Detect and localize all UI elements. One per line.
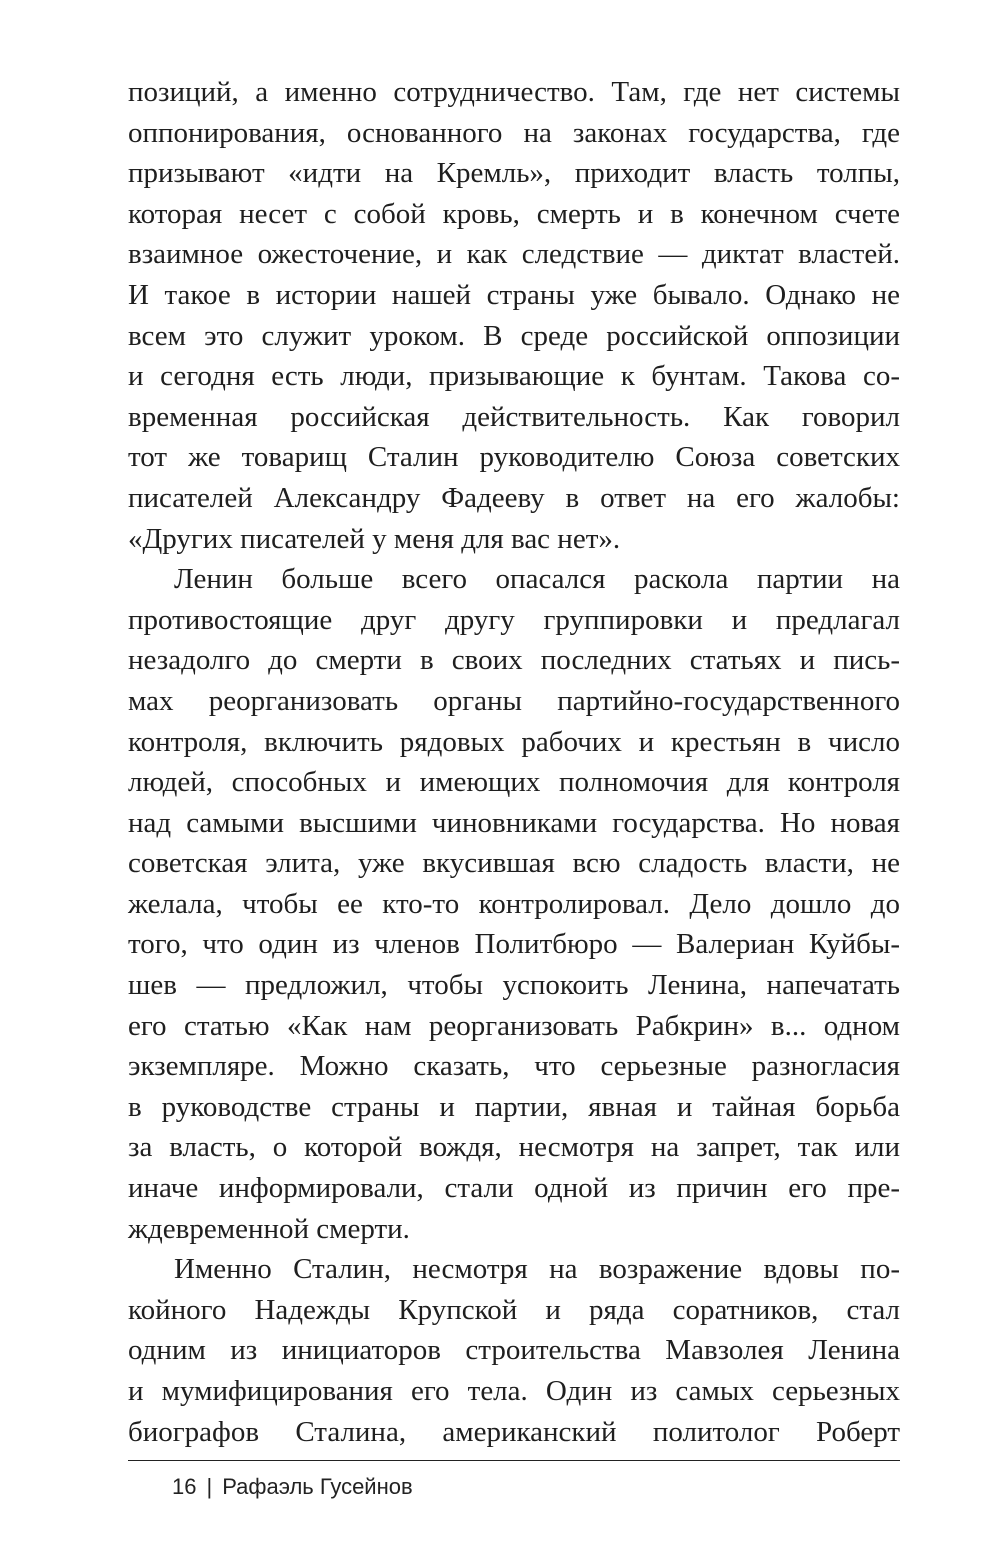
page-footer xyxy=(172,1473,413,1501)
text-line: взаимное ожесточение, и как следствие — диктат властей. xyxy=(128,238,900,271)
text-line: биографов Сталина, американский политолог Роберт xyxy=(128,1415,900,1448)
text-line: Ленин больше всего опасался раскола партии на xyxy=(174,563,900,596)
text-line: позиций, а именно сотрудничество. Там, где нет системы xyxy=(128,76,900,108)
page-number: 16 xyxy=(172,1474,197,1499)
text-line: желала, чтобы ее кто-то контролировал. Дело дошло до xyxy=(128,887,900,920)
text-line: временная российская действительность. Как говорил xyxy=(128,400,900,433)
text-line: оппонирования, основанного на законах государства, где xyxy=(128,116,900,149)
text-line: койного Надежды Крупской и ряда соратников, стал xyxy=(128,1293,900,1326)
text-line: ждевременной смерти. xyxy=(128,1212,410,1245)
text-line: иначе информировали, стали одной из причин его пре- xyxy=(128,1172,900,1205)
paragraph-3 xyxy=(128,1249,900,1452)
text-line: советская элита, уже вкусившая всю сладость власти, не xyxy=(128,847,900,880)
text-line: незадолго до смерти в своих последних статьях и пись- xyxy=(128,644,900,677)
text-line: контроля, включить рядовых рабочих и крестьян в число xyxy=(128,725,900,758)
text-line: над самыми высшими чиновниками государства. Но новая xyxy=(128,806,900,839)
text-line: И такое в истории нашей страны уже бывало. Однако не xyxy=(128,278,900,311)
text-line: которая несет с собой кровь, смерть и в конечном счете xyxy=(128,197,900,230)
text-line: в руководстве страны и партии, явная и тайная борьба xyxy=(128,1090,900,1123)
paragraph-2 xyxy=(128,559,900,1249)
footer-separator: | xyxy=(206,1474,213,1499)
text-line: противостоящие друг другу группировки и предлагал xyxy=(128,603,900,636)
text-line: экземпляре. Можно сказать, что серьезные разногласия xyxy=(128,1050,900,1083)
text-line: и сегодня есть люди, призывающие к бунтам. Такова со- xyxy=(128,360,900,393)
text-line: его статью «Как нам реорганизовать Рабкрин» в... одном xyxy=(128,1009,900,1042)
text-line: тот же товарищ Сталин руководителю Союза советских xyxy=(128,441,900,474)
text-line: Именно Сталин, несмотря на возражение вдовы по- xyxy=(174,1253,900,1286)
text-line: всем это служит уроком. В среде российской оппозиции xyxy=(128,319,900,352)
text-line: того, что один из членов Политбюро — Валериан Куйбы- xyxy=(128,928,900,961)
text-line: писателей Александру Фадееву в ответ на его жалобы: xyxy=(128,481,900,514)
text-line: одним из инициаторов строительства Мавзолея Ленина xyxy=(128,1334,900,1367)
text-line: и мумифицирования его тела. Один из самых серьезных xyxy=(128,1375,900,1407)
text-line: шев — предложил, чтобы успокоить Ленина, напечатать xyxy=(128,969,900,1002)
paragraph-1 xyxy=(128,72,900,559)
text-line: за власть, о которой вождя, несмотря на запрет, так или xyxy=(128,1131,900,1164)
text-line: людей, способных и имеющих полномочия для контроля xyxy=(128,766,900,799)
text-line: призывают «идти на Кремль», приходит власть толпы, xyxy=(128,157,900,190)
body-text xyxy=(128,72,900,1452)
footer-divider xyxy=(128,1460,900,1461)
text-line: «Других писателей у меня для вас нет». xyxy=(128,522,621,555)
running-author: Рафаэль Гусейнов xyxy=(222,1474,413,1499)
text-line: мах реорганизовать органы партийно-государственного xyxy=(128,684,900,717)
